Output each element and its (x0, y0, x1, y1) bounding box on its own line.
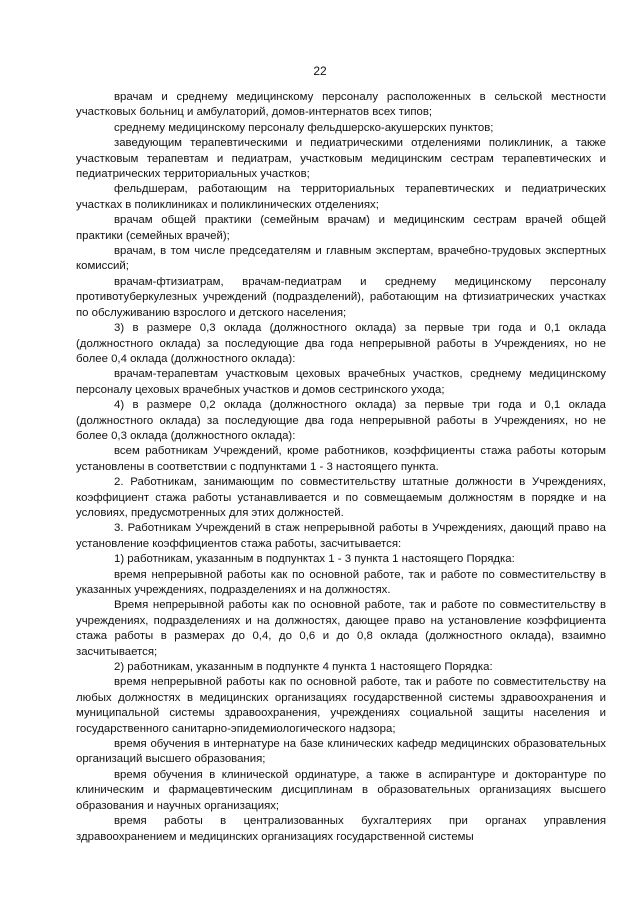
paragraph: фельдшерам, работающим на территориальных терапевтических и педиатрических участках в поликлиниках и поликлинических отделениях; (76, 183, 606, 211)
page-number: 22 (313, 64, 327, 78)
paragraph: 4) в размере 0,2 оклада (должностного оклада) за первые три года и 0,1 оклада (должностного оклада) за последующие два года непрерывной работы в Учреждениях, но не более 0,3 оклада (должностного оклада): (76, 399, 606, 442)
paragraph: 3) в размере 0,3 оклада (должностного оклада) за первые три года и 0,1 оклада (должностного оклада) за последующие два года непрерывной работы в Учреждениях, но не более 0,4 оклада (должностного оклада): (76, 322, 606, 365)
paragraph: 3. Работникам Учреждений в стаж непрерывной работы в Учреждениях, дающий право на установление коэффициентов стажа работы, засчитывается: (76, 522, 606, 550)
paragraph: врачам, в том числе председателям и главным экспертам, врачебно-трудовых экспертных комиссий; (76, 245, 606, 273)
paragraph: время непрерывной работы как по основной работе, так и работе по совместительству в указанных учреждениях, подразделениях и на должностях. (76, 568, 606, 596)
paragraph: время непрерывной работы как по основной работе, так и работе по совместительству на любых должностях в медицинских организациях государственной системы здравоохранения и муниципальной системы здравоохранения, учреждениях социальной защиты населения и государственного санитарно-эпидемиологического надзора; (76, 676, 606, 735)
paragraph: Время непрерывной работы как по основной работе, так и работе по совместительству в учреждениях, подразделениях и на должностях, дающее право на установление коэффициента стажа работы в размерах до 0,4, до 0,6 и до 0,8 оклада (должностного оклада), взаимно засчитывается; (76, 599, 606, 658)
paragraph: 2. Работникам, занимающим по совместительству штатные должности в Учреждениях, коэффициент стажа работы устанавливается и по совмещаемым должностям в порядке и на условиях, предусмотренных для этих должностей. (76, 476, 606, 519)
paragraph: врачам общей практики (семейным врачам) и медицинским сестрам врачей общей практики (семейных врачей); (76, 214, 606, 242)
paragraph: врачам-фтизиатрам, врачам-педиатрам и среднему медицинскому персоналу противотуберкулезных учреждений (подразделений), работающим на фтизиатрических участках по обслуживанию взрослого и детского населения; (76, 275, 606, 319)
document-body (76, 90, 606, 845)
paragraph: 2) работникам, указанным в подпункте 4 пункта 1 настоящего Порядка: (114, 661, 493, 674)
paragraph: время обучения в интернатуре на базе клинических кафедр медицинских образовательных организаций высшего образования; (76, 738, 606, 766)
paragraph: врачам и среднему медицинскому персоналу расположенных в сельской местности участковых больниц и амбулаторий, домов-интернатов всех типов; (76, 91, 606, 119)
paragraph: врачам-терапевтам участковым цеховых врачебных участков, среднему медицинскому персоналу цеховых врачебных участков и домов сестринского ухода; (76, 368, 606, 396)
paragraph: 1) работникам, указанным в подпунктах 1 - 3 пункта 1 настоящего Порядка: (114, 553, 515, 566)
paragraph: время работы в централизованных бухгалтериях при органах управления здравоохранением и медицинских организациях государственной системы (76, 815, 606, 843)
paragraph: время обучения в клинической ординатуре, а также в аспирантуре и докторантуре по клиническим и фармацевтическим дисциплинам в образовательных организациях высшего образования и научных организациях; (76, 768, 606, 812)
paragraph: всем работникам Учреждений, кроме работников, коэффициенты стажа работы которым установлены в соответствии с подпунктами 1 - 3 настоящего пункта. (76, 445, 606, 473)
paragraph: среднему медицинскому персоналу фельдшерско-акушерских пунктов; (114, 121, 494, 134)
paragraph: заведующим терапевтическими и педиатрическими отделениями поликлиник, а также участковым терапевтам и педиатрам, участковым медицинским сестрам терапевтических и педиатрических территориальных участков; (76, 137, 606, 181)
